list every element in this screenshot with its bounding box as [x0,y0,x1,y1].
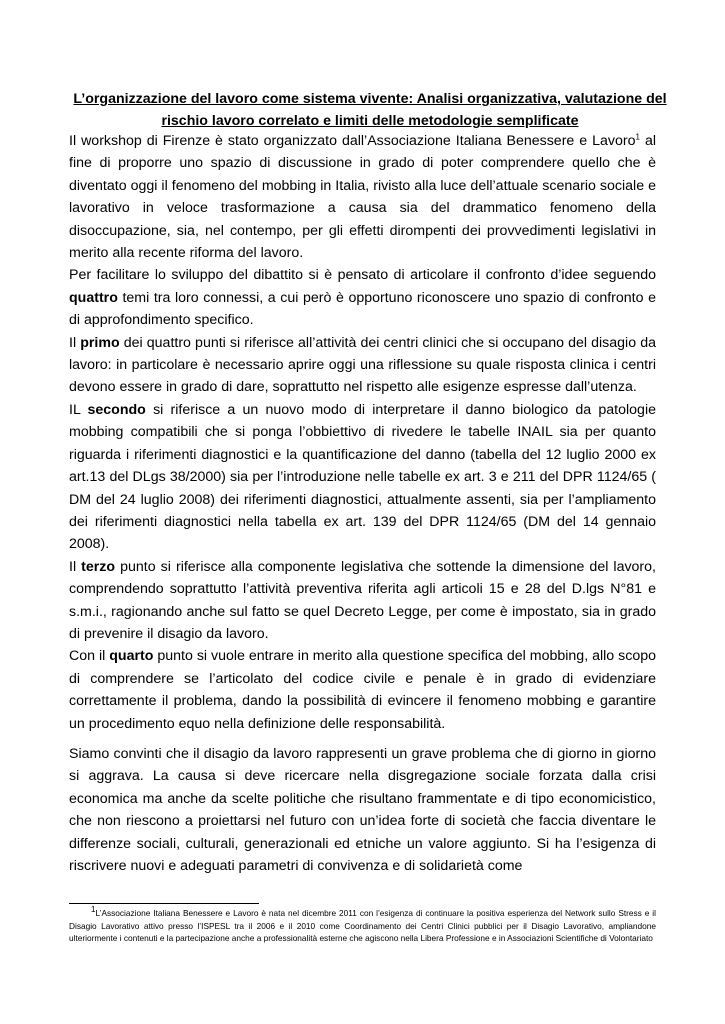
footnote-marker: 1 [91,905,96,915]
footnote-text: L’Associazione Italiana Benessere e Lavoro è nata nel dicembre 2011 con l’esigenza di continuare la positiva esperienza del Network sullo Stress e il Disagio Lavorativo attivo presso l’ISPESL tra il 2006 e il 2010 come Coordinamento dei Centri Clinici pubblici per il Disagio Lavorativo, ampliandone ulteriormente i contenuti e la partecipazione anche a professionalità esterne che agiscono nella Libera Professione e in Associazioni Scientifiche di Volontariato [69,908,656,944]
paragraph-fourth-text-continued: punto si vuole entrare in merito alla questione specifica del mobbing, allo scopo di comprendere se l’articolato del codice civile e penale è in grado di evidenziare correttamente il problema, dando la possibilità di evincere il fenomeno mobbing e garantire un procedimento equo nella definizione delle responsabilità. [69,648,656,732]
keyword-secondo: secondo [87,401,146,418]
paragraph-themes-text-continued: temi tra loro connessi, a cui però è opportuno riconoscere uno spazio di confronto e di approfondimento specifico. [69,289,656,329]
footnote [69,907,656,945]
paragraph-third-point [69,556,656,646]
paragraph-intro-text-continued: al fine di proporre uno spazio di discussione in grado di poter comprendere quello che è diventato oggi il fenomeno del mobbing in Italia, rivisto alla luce dell’attuale scenario sociale e lavorativo in veloce trasformazione a causa sia del drammatico fenomeno della disoccupazione, sia, nel contempo, per gli effetti dirompenti dei provvedimenti legislativi in merito alla recente riforma del lavoro. [69,133,656,262]
paragraph-second-text: IL [69,401,88,418]
keyword-quarto: quarto [109,648,154,665]
keyword-primo: primo [80,334,120,351]
footnote-indent [69,908,91,918]
paragraph-themes [69,264,656,331]
paragraph-conclusion: Siamo convinti che il disagio da lavoro rappresenti un grave problema che di giorno in giorno si aggrava. La causa si deve ricercare nella disgregazione sociale forzata dalla crisi economica ma anche da scelte politiche che risultano frammentate e di tipo economicistico, che non riescono a proiettarsi nel futuro con un’idea forte di società che faccia diventare le differenze sociali, culturali, generazionali ed etniche un valore aggiunto. Si ha l’esigenza di riscrivere nuovi e adeguati parametri di convivenza e di solidarietà come [69,745,656,874]
paragraph-intro [69,130,656,264]
paragraph-third-text-continued: punto si riferisce alla componente legislativa che sottende la dimensione del lavoro, comprendendo soprattutto l’attività preventiva riferita agli articoli 15 e 28 del D.lgs N°81 e s.m.i., ragionando anche sul fatto se quel Decreto Legge, per come è impostato, sia in grado di prevenire il disagio da lavoro. [69,558,656,642]
document-body [69,130,656,877]
paragraph-intro-text: Il workshop di Firenze è stato organizzato dall’Associazione Italiana Benessere e Lavoro [69,133,636,149]
keyword-quattro: quattro [69,289,118,306]
paragraph-first-point [69,332,656,399]
paragraph-fourth-text: Con il [69,648,110,665]
paragraph-second-text-continued: si riferisce a un nuovo modo di interpretare il danno biologico da patologie mobbing compatibili che si ponga l’obbiettivo di rivedere le tabelle INAIL sia per quanto riguarda i riferimenti diagnostici e la quantificazione del danno (tabella del 12 luglio 2000 ex art.13 del DLgs 38/2000) sia per l’introduzione nelle tabelle ex art. 3 e 211 del DPR 1124/65 ( DM del 24 luglio 2008) dei riferimenti diagnostici, attualmente assenti, sia per l’ampliamento dei riferimenti diagnostici nella tabella ex art. 139 del DPR 1124/65 (DM del 14 gennaio 2008). [69,401,656,553]
paragraph-fourth-point [69,645,656,735]
paragraph-first-text: Il [69,334,81,351]
paragraph-second-point [69,399,656,556]
document-title: L’organizzazione del lavoro come sistema vivente: Analisi organizzativa, valutazione del rischio lavoro correlato e limiti delle metodologie semplificate [73,91,667,130]
paragraph-first-text-continued: dei quattro punti si riferisce all’attività dei centri clinici che si occupano del disagio da lavoro: in particolare è necessario aprire oggi una riflessione su quale risposta clinica i centri devono essere in grado di dare, soprattutto nel rispetto alle esigenze espresse dall’utenza. [69,334,656,396]
paragraph-themes-text: Per facilitare lo sviluppo del dibattito si è pensato di articolare il confronto d’idee seguendo [69,267,656,284]
keyword-terzo: terzo [81,558,116,575]
paragraph-third-text: Il [69,558,82,575]
footnote-separator [69,903,259,904]
footnote-reference: 1 [635,132,640,142]
